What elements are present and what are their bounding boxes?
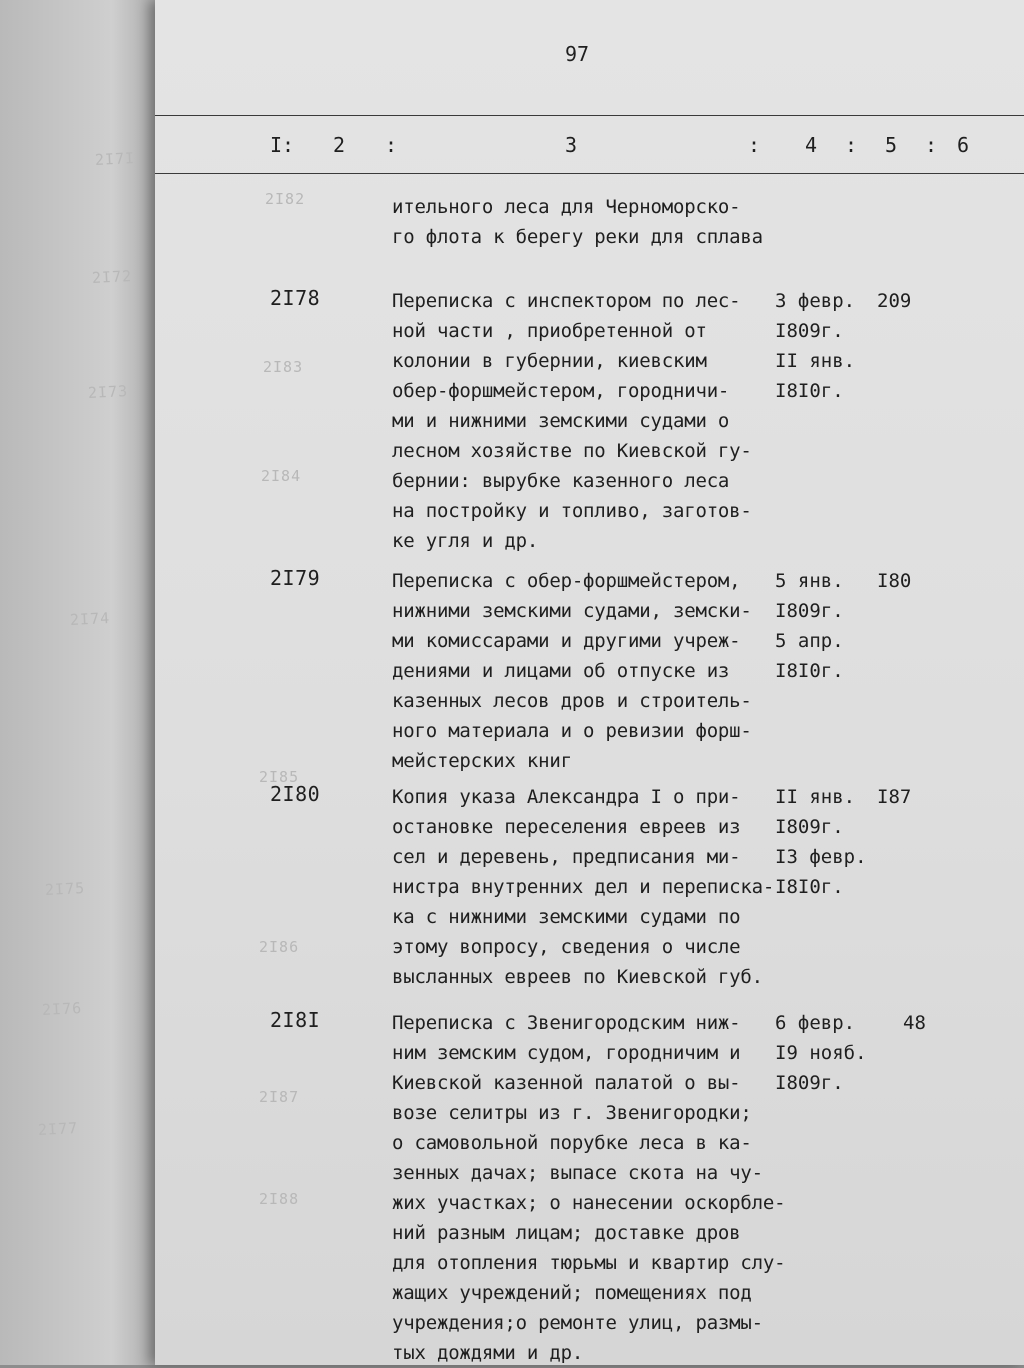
description-line: лесном хозяйстве по Киевской гу-	[392, 440, 752, 462]
description-line: ного материала и о ревизии форш-	[392, 720, 752, 742]
column-separator: :	[845, 133, 858, 157]
date-line: I809г.	[775, 816, 844, 838]
column-header-3: 3	[565, 133, 578, 157]
column-header-4: 4	[805, 133, 818, 157]
left-page-number: 2I75	[44, 878, 86, 900]
date-line: I809г.	[775, 320, 844, 342]
record-description	[392, 192, 802, 252]
column-header-6: 6	[957, 133, 970, 157]
header-bottom-rule	[155, 173, 1024, 174]
description-line: жих участках; о нанесении оскорбле-	[392, 1192, 786, 1214]
date-line: I809г.	[775, 1072, 844, 1094]
date-line: I9 нояб.	[775, 1042, 867, 1064]
column-separator: :	[925, 133, 938, 157]
description-line: мейстерских книг	[392, 750, 572, 772]
column-header-2: 2	[333, 133, 346, 157]
left-page-number: 2I72	[91, 266, 133, 288]
facing-page	[0, 0, 160, 1365]
description-line: Киевской казенной палатой о вы-	[392, 1072, 741, 1094]
document-page	[155, 0, 1024, 1365]
description-line: ним земским судом, городничим и	[392, 1042, 741, 1064]
column-separator: :	[748, 133, 761, 157]
description-line: ми и нижними земскими судами о	[392, 410, 730, 432]
record-dates	[775, 782, 875, 902]
column-separator: :	[385, 133, 398, 157]
date-line: I3 февр.	[775, 846, 867, 868]
left-page-number: 2I73	[87, 381, 129, 403]
description-line: жащих учреждений; помещениях под	[392, 1282, 752, 1304]
bleed-number: 2I87	[259, 1088, 300, 1106]
description-line: остановке переселения евреев из	[392, 816, 741, 838]
description-line: ми комиссарами и другими учреж-	[392, 630, 741, 652]
description-line: зенных дачах; выпасе скота на чу-	[392, 1162, 763, 1184]
date-line: II янв.	[775, 786, 856, 808]
date-line: I8I0г.	[775, 380, 844, 402]
description-line: нистра внутренних дел и переписка-	[392, 876, 775, 898]
sheet-count: 48	[903, 1012, 926, 1034]
description-line: го флота к берегу реки для сплава	[392, 226, 763, 248]
left-page-number: 2I76	[41, 998, 83, 1020]
description-line: ительного леса для Черноморско-	[392, 196, 741, 218]
record-description	[392, 782, 802, 992]
description-line: Переписка с инспектором по лес-	[392, 290, 741, 312]
description-line: ной части , приобретенной от	[392, 320, 707, 342]
left-page-number: 2I74	[69, 608, 111, 630]
description-line: на постройку и топливо, заготов-	[392, 500, 752, 522]
left-page-number: 2I77	[37, 1118, 79, 1140]
description-line: учреждения;о ремонте улиц, размы-	[392, 1312, 763, 1334]
record-number: 2I79	[270, 566, 321, 590]
left-page-number: 2I7I	[94, 148, 136, 170]
description-line: бернии: вырубке казенного леса	[392, 470, 730, 492]
column-header-5: 5	[885, 133, 898, 157]
description-line: ке угля и др.	[392, 530, 539, 552]
description-line: нижними земскими судами, земски-	[392, 600, 752, 622]
bleed-number: 2I86	[259, 938, 300, 956]
date-line: 3 февр.	[775, 290, 856, 312]
description-line: тых дождями и др.	[392, 1342, 584, 1364]
description-line: обер-форшмейстером, городничи-	[392, 380, 730, 402]
bleed-number: 2I84	[261, 467, 302, 485]
record-number: 2I80	[270, 782, 321, 806]
date-line: 5 янв.	[775, 570, 844, 592]
sheet-count: I87	[877, 786, 912, 808]
description-line: дениями и лицами об отпуске из	[392, 660, 730, 682]
description-line: этому вопросу, сведения о числе	[392, 936, 741, 958]
header-top-rule	[155, 115, 1024, 116]
sheet-count: I80	[877, 570, 912, 592]
date-line: 5 апр.	[775, 630, 844, 652]
description-line: возе селитры из г. Звенигородки;	[392, 1102, 752, 1124]
record-number: 2I78	[270, 286, 321, 310]
record-dates	[775, 286, 875, 406]
sheet-count: 209	[877, 290, 912, 312]
description-line: Переписка с обер-форшмейстером,	[392, 570, 741, 592]
bleed-number: 2I83	[263, 358, 304, 376]
column-header-1: I:	[270, 133, 295, 157]
description-line: казенных лесов дров и строитель-	[392, 690, 752, 712]
description-line: сел и деревень, предписания ми-	[392, 846, 741, 868]
description-line: ний разным лицам; доставке дров	[392, 1222, 741, 1244]
page-number: 97	[565, 42, 590, 66]
record-number: 2I8I	[270, 1008, 321, 1032]
date-line: 6 февр.	[775, 1012, 856, 1034]
record-description	[392, 286, 802, 556]
bleed-number: 2I85	[259, 768, 300, 786]
description-line: высланных евреев по Киевской губ.	[392, 966, 763, 988]
record-dates	[775, 566, 875, 686]
description-line: Переписка с Звенигородским ниж-	[392, 1012, 741, 1034]
date-line: II янв.	[775, 350, 856, 372]
date-line: I809г.	[775, 600, 844, 622]
description-line: ка с нижними земскими судами по	[392, 906, 741, 928]
description-line: Копия указа Александра I о при-	[392, 786, 741, 808]
record-dates	[775, 1008, 875, 1098]
bleed-number: 2I82	[265, 190, 306, 208]
date-line: I8I0г.	[775, 660, 844, 682]
description-line: колонии в губернии, киевским	[392, 350, 707, 372]
description-line: о самовольной порубке леса в ка-	[392, 1132, 752, 1154]
date-line: I8I0г.	[775, 876, 844, 898]
bleed-number: 2I88	[259, 1190, 300, 1208]
record-description	[392, 1008, 802, 1368]
record-description	[392, 566, 802, 776]
description-line: для отопления тюрьмы и квартир слу-	[392, 1252, 786, 1274]
